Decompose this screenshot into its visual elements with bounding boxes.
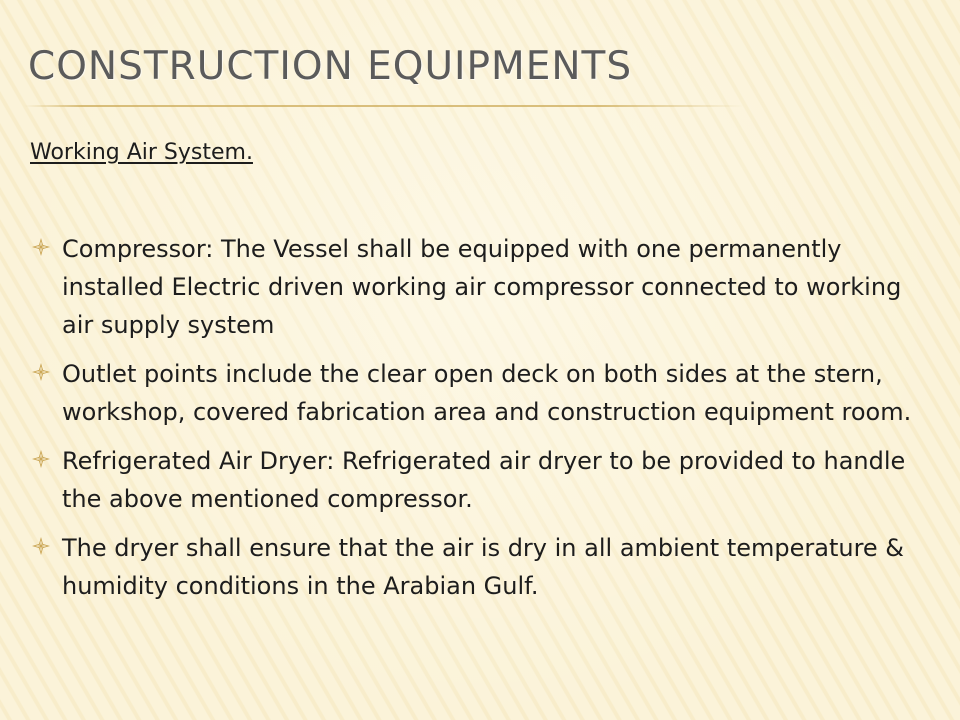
four-point-star-bullet-icon [32, 238, 50, 256]
bullet-text [62, 529, 930, 605]
bullet-body: The dryer shall ensure that the air is dry in all ambient temperature & humidity conditions in the Arabian Gulf. [62, 534, 905, 600]
bullet-item [30, 230, 940, 344]
bullet-item [30, 442, 940, 518]
bullet-text [62, 442, 930, 518]
bullet-item [30, 529, 940, 605]
four-point-star-bullet-icon [32, 450, 50, 468]
bullet-text [62, 230, 930, 344]
bullet-lead: Refrigerated Air Dryer: [62, 447, 335, 475]
bullet-body: Refrigerated air dryer to be provided to handle the above mentioned compressor. [62, 447, 906, 513]
section-subheading: Working Air System. [30, 140, 253, 165]
title-divider [24, 105, 744, 107]
bullet-body: The Vessel shall be equipped with one permanently installed Electric driven working air compressor connected to working air supply system [62, 235, 902, 339]
bullet-text [62, 355, 930, 431]
bullet-list [30, 230, 940, 616]
four-point-star-bullet-icon [32, 537, 50, 555]
slide-title: CONSTRUCTION EQUIPMENTS [28, 44, 633, 89]
bullet-item [30, 355, 940, 431]
four-point-star-bullet-icon [32, 363, 50, 381]
bullet-body: Outlet points include the clear open deck on both sides at the stern, workshop, covered fabrication area and construction equipment room. [62, 360, 912, 426]
bullet-lead: Compressor: [62, 235, 214, 263]
